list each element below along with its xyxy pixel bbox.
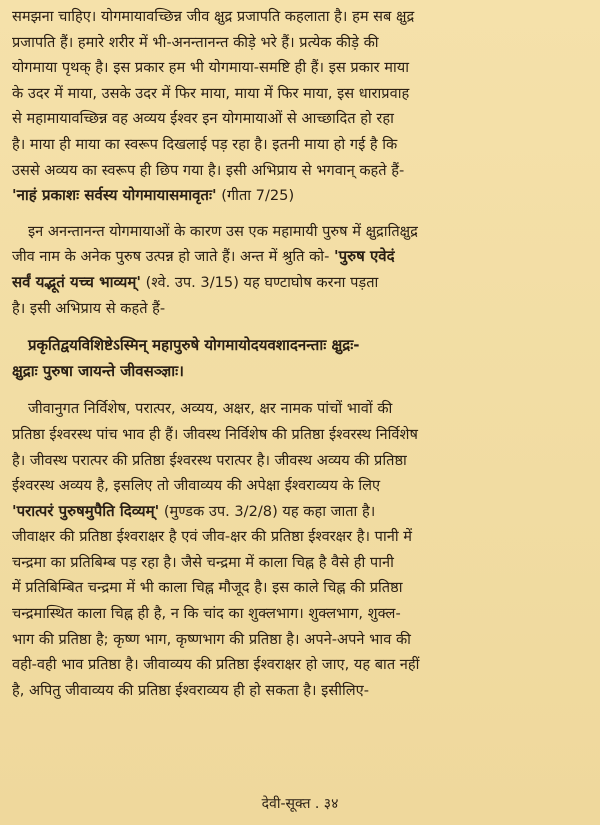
- text-line: चन्द्रमा का प्रतिबिम्ब पड़ रहा है। जैसे चन्द्रमा में काला चिह्न है वैसे ही पानी: [12, 553, 394, 571]
- text-line: प्रजापति हैं। हमारे शरीर में भी-अनन्तानन्त कीड़े भरे हैं। प्रत्येक कीड़े की: [12, 33, 379, 51]
- mundaka-quote: 'परात्परं पुरुषमुपैति दिव्यम्': [12, 501, 160, 520]
- gita-reference: (गीता 7/25): [221, 187, 295, 205]
- text-line: जीवाक्षर की प्रतिष्ठा ईश्वराक्षर है एवं जीव-क्षर की प्रतिष्ठा ईश्वरक्षर है। पानी में: [12, 528, 412, 546]
- verse-line: क्षुद्राः पुरुषा जायन्ते जीवसञ्ज्ञाः।: [12, 361, 184, 380]
- text-line: [12, 499, 584, 525]
- text-line: योगमाया पृथक् है। इस प्रकार हम भी योगमाया-समष्टि ही हैं। इस प्रकार माया: [12, 59, 410, 77]
- text-line: जीवानुगत निर्विशेष, परात्पर, अव्यय, अक्षर, क्षर नामक पांचों भावों की: [28, 400, 393, 418]
- gita-quote: 'नाहं प्रकाशः सर्वस्य योगमायासमावृतः': [12, 186, 217, 205]
- text-line: है। माया ही माया का स्वरूप दिखलाई पड़ रहा है। इतनी माया हो गई है कि: [12, 135, 398, 153]
- text-line: भाग की प्रतिष्ठा है; कृष्ण भाग, कृष्णभाग की प्रतिष्ठा है। अपने-अपने भाव की: [12, 630, 411, 648]
- shvet-reference: (श्वे. उप. 3/15) यह घण्टाघोष करना पड़ता: [145, 273, 379, 291]
- shruti-quote-end: सर्वं यद्भूतं यच्च भाव्यम्': [12, 272, 141, 291]
- text-line: [12, 270, 584, 296]
- text-line: इन अनन्तानन्त योगमायाओं के कारण उस एक महामायी पुरुष में क्षुद्रातिक्षुद्र: [28, 222, 418, 240]
- text-line: [12, 244, 584, 270]
- paragraph-1: [12, 4, 584, 209]
- text-line: है, अपितु जीवाव्यय की प्रतिष्ठा ईश्वराव्यय ही हो सकता है। इसीलिए-: [12, 681, 369, 699]
- text-line: चन्द्रमास्थित काला चिह्न ही है, न कि चांद का शुक्लभाग। शुक्लभाग, शुक्ल-: [12, 605, 401, 623]
- page-footer: देवी-सूक्त . ३४: [261, 796, 339, 812]
- sanskrit-verse: [12, 333, 584, 384]
- text-line: में प्रतिबिम्बित चन्द्रमा में भी काला चिह्न मौजूद है। इस काले चिह्न की प्रतिष्ठा: [12, 579, 403, 597]
- text-fragment: जीव नाम के अनेक पुरुष उत्पन्न हो जाते हैं। अन्त में श्रुति को-: [12, 248, 330, 266]
- text-line: से महामायावच्छिन्न वह अव्यय ईश्वर इन योगमायाओं से आच्छादित हो रहा: [12, 110, 394, 128]
- text-line: उससे अव्यय का स्वरूप ही छिप गया है। इसी अभिप्राय से भगवान् कहते हैं-: [12, 161, 405, 179]
- text-line: ईश्वरस्थ अव्यय है, इसलिए तो जीवाव्यय की अपेक्षा ईश्वराव्यय के लिए: [12, 477, 381, 495]
- text-line: के उदर में माया, उसके उदर में फिर माया, माया में फिर माया, इस धाराप्रवाह: [12, 84, 410, 102]
- paragraph-2: [12, 219, 584, 321]
- text-line: समझना चाहिए। योगमायावच्छिन्न जीव क्षुद्र प्रजापति कहलाता है। हम सब क्षुद्र: [12, 8, 415, 25]
- verse-line: प्रकृतिद्वयविशिष्टेऽस्मिन् महापुरुषे योगमायोदयवशादनन्ताः क्षुद्रः-: [28, 336, 360, 355]
- text-line: प्रतिष्ठा ईश्वरस्थ पांच भाव ही हैं। जीवस्थ निर्विशेष की प्रतिष्ठा ईश्वरस्थ निर्विशेष: [12, 425, 418, 443]
- text-line: है। जीवस्थ परात्पर की प्रतिष्ठा ईश्वरस्थ परात्पर है। जीवस्थ अव्यय की प्रतिष्ठा: [12, 451, 407, 469]
- quote-line: [12, 183, 584, 209]
- shruti-quote-start: 'पुरुष एवेदं: [333, 247, 395, 266]
- text-line: है। इसी अभिप्राय से कहते हैं-: [12, 299, 166, 317]
- mundaka-reference: (मुण्डक उप. 3/2/8) यह कहा जाता है।: [163, 502, 376, 520]
- paragraph-3: [12, 396, 584, 703]
- text-line: वही-वही भाव प्रतिष्ठा है। जीवाव्यय की प्रतिष्ठा ईश्वराक्षर हो जाए, यह बात नहीं: [12, 656, 420, 674]
